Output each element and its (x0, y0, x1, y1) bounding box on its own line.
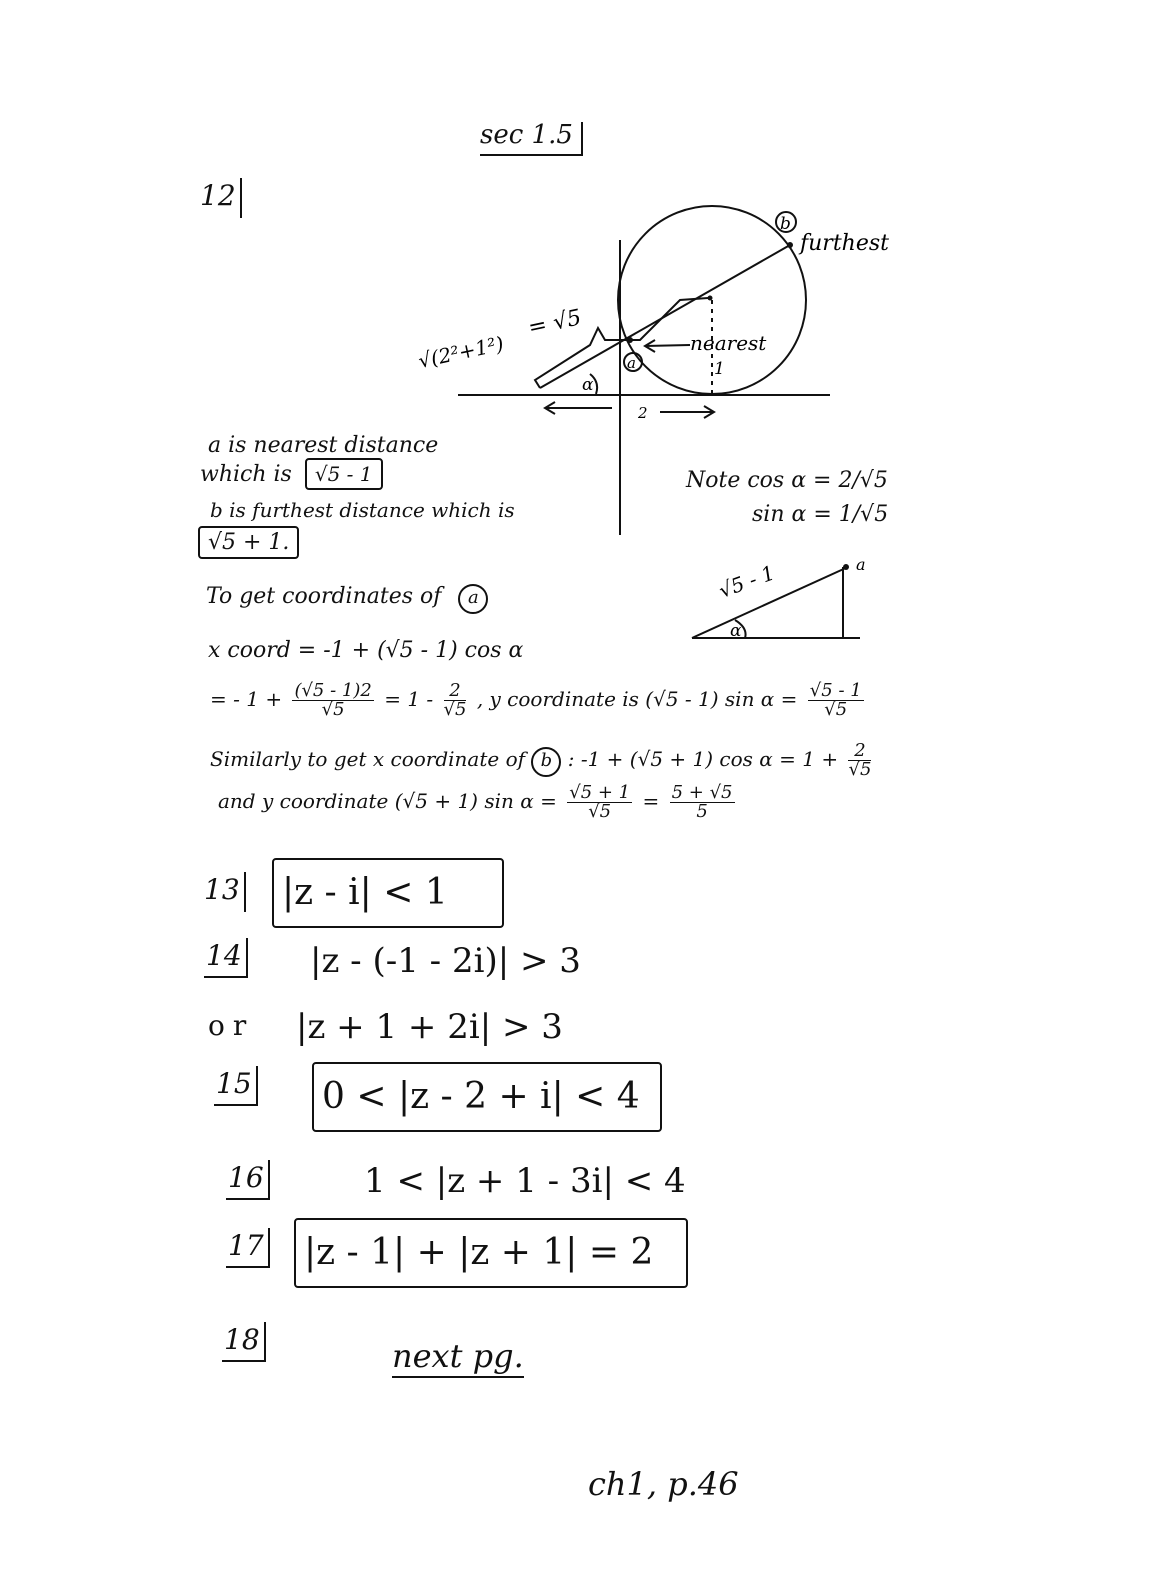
sqrt-equals: = √5 (526, 305, 584, 341)
x-coord-line: x coord = -1 + (√5 - 1) cos α (208, 638, 524, 663)
b-description: b is furthest distance which is (210, 498, 515, 522)
problem-number-17: 17 (228, 1232, 264, 1260)
coordinates-heading (206, 584, 488, 614)
furthest-dot (787, 242, 793, 248)
horizontal-label: 2 (638, 404, 648, 422)
similarly-line: Similarly to get x coordinate of b : -1 + (√5 + 1) cos α = 1 + $\frac{2}{√5}$ (210, 740, 872, 780)
a-which-text: which is (200, 462, 292, 487)
coordinates-heading-point: a (458, 584, 488, 614)
furthest-label: furthest (800, 231, 889, 256)
answer-13: |z - i| < 1 (272, 858, 504, 928)
problem-number-18: 18 (224, 1326, 260, 1354)
problem-number-16: 16 (228, 1164, 264, 1192)
problem-number-12: 12 (200, 182, 236, 210)
answer-14: |z - (-1 - 2i)| > 3 (310, 941, 581, 981)
similarly-point: b (531, 747, 561, 777)
a-description: a is nearest distance (208, 433, 439, 458)
frac-1: $\frac{(√5 - 1)2}{√5}$ (294, 680, 372, 720)
triangle-angle-label: α (730, 621, 742, 641)
problem-number-15: 15 (216, 1070, 252, 1098)
frac-5: $\frac{√5 + 1}{√5}$ (569, 782, 631, 822)
answer-16: 1 < |z + 1 - 3i| < 4 (364, 1161, 686, 1201)
or-label: or (208, 1009, 255, 1042)
a-value-box: √5 - 1 (305, 458, 383, 490)
problem-number-13: 13 (204, 876, 240, 904)
frac-4: $\frac{2}{√5}$ (848, 740, 872, 780)
answer-14-alt: |z + 1 + 2i| > 3 (296, 1007, 563, 1047)
center-dot (708, 296, 713, 301)
a-which-line (200, 464, 383, 486)
note-sin: sin α = 1/√5 (752, 502, 889, 527)
answer-17: |z - 1| + |z + 1| = 2 (294, 1218, 688, 1288)
frac-3: $\frac{√5 - 1}{√5}$ (809, 680, 862, 720)
b-value-line (198, 532, 299, 554)
and-line: and y coordinate (√5 + 1) sin α = $\frac{√5 + 1}{√5}$ = $\frac{5 + √5}{5}$ (218, 782, 733, 822)
frac-6: $\frac{5 + √5}{5}$ (671, 782, 733, 822)
note-cos: Note cos α = 2/√5 (686, 468, 888, 493)
problem-number-14: 14 (206, 942, 242, 970)
nearest-arrow (645, 345, 690, 346)
nearest-label: nearest (690, 331, 767, 355)
point-b-label: b (780, 214, 791, 234)
triangle-hyp-label: √5 - 1 (715, 560, 778, 603)
page-footer: ch1, p.46 (588, 1465, 739, 1503)
section-title-text: sec 1.5 (480, 120, 573, 150)
triangle-point-label: a (856, 555, 866, 574)
frac-2: $\frac{2}{√5}$ (443, 680, 467, 720)
vertical-label: 1 (714, 359, 725, 379)
b-value-box: √5 + 1. (198, 526, 299, 559)
point-a-label: a (627, 354, 636, 372)
alpha-label: α (582, 375, 594, 395)
nearest-dot (627, 337, 633, 343)
answer-18: next pg. (392, 1340, 524, 1378)
coord-line-3: = - 1 + $\frac{(√5 - 1)2}{√5}$ = 1 - $\frac{2}{√5}$ , y coordinate is (√5 - 1) sin α = $\frac{√5 - 1}{√5}$ (210, 680, 862, 720)
sqrt-label: √(2²+1²) (416, 331, 506, 373)
triangle-point-dot (843, 564, 849, 570)
answer-15: 0 < |z - 2 + i| < 4 (312, 1062, 662, 1132)
coordinates-heading-text: To get coordinates of (206, 584, 442, 609)
